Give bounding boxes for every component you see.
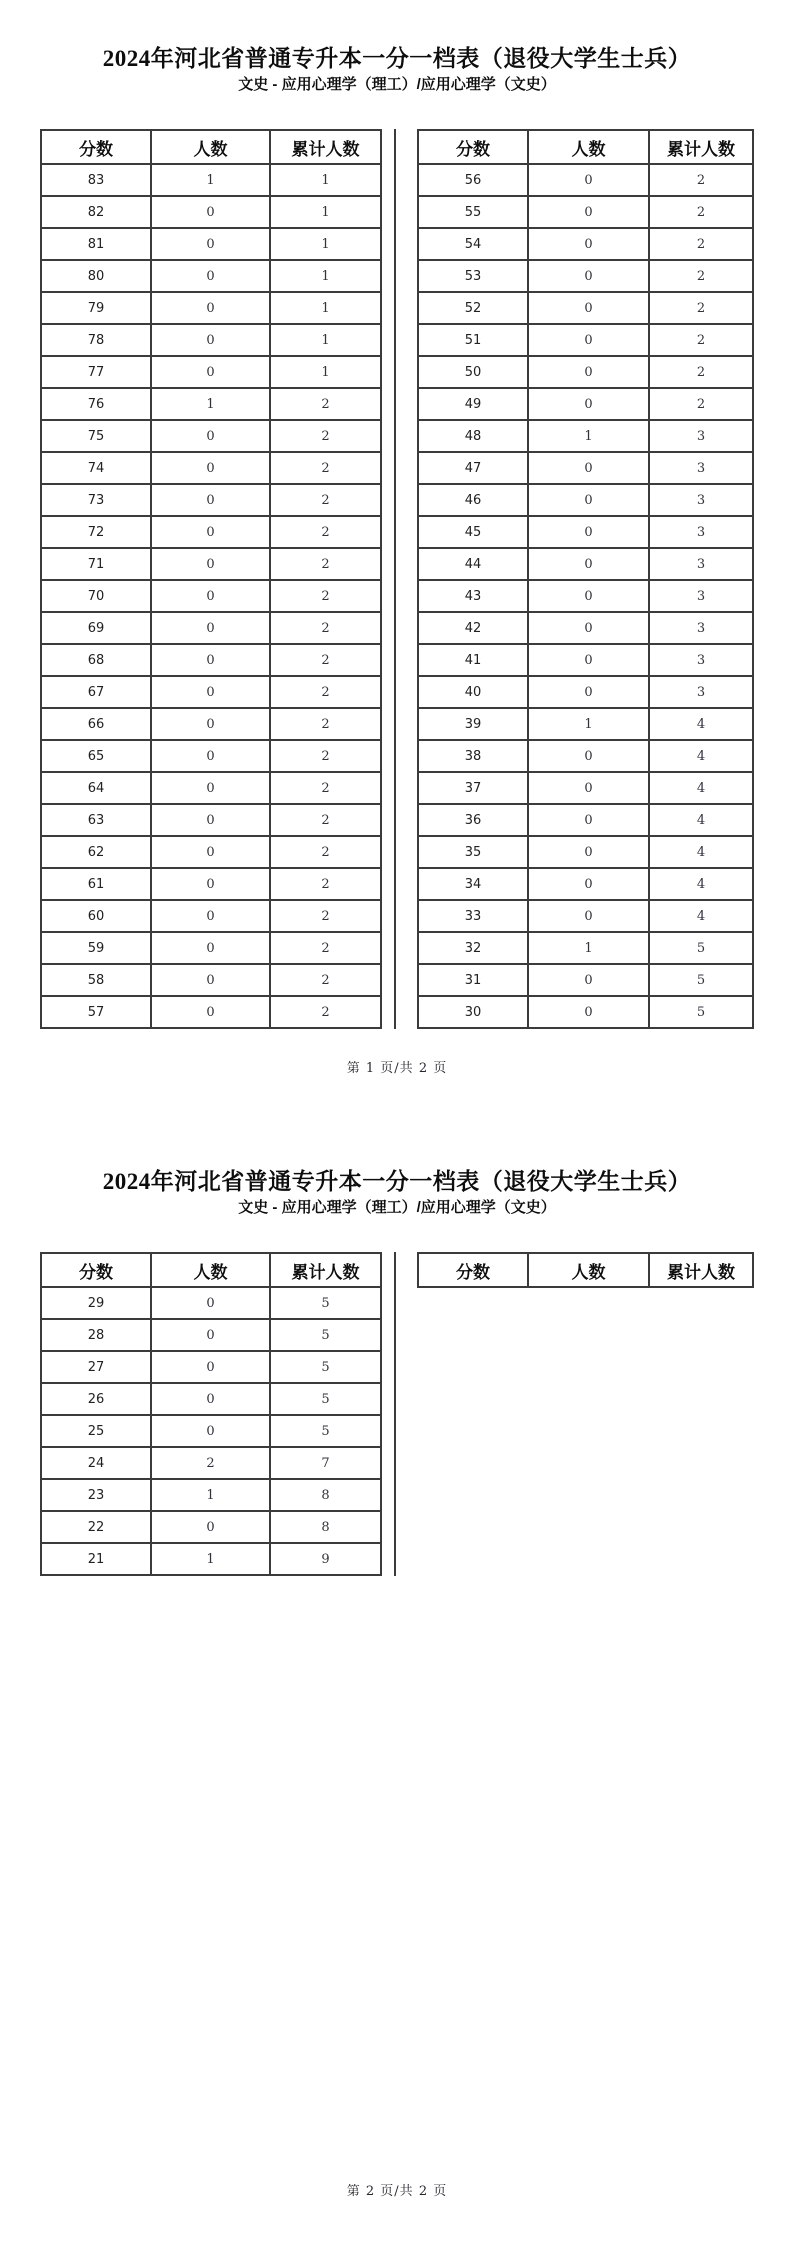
table-row [41,420,381,452]
cumulative-count-cell: 2 [270,484,381,516]
count-cell: 0 [151,1383,270,1415]
score-cell: 59 [41,932,151,964]
count-cell: 0 [151,740,270,772]
table-row [41,644,381,676]
score-cell: 69 [41,612,151,644]
count-cell: 0 [151,612,270,644]
cumulative-count-cell: 3 [649,420,753,452]
score-cell: 27 [41,1351,151,1383]
table-separator-line [394,129,396,1029]
cumulative-count-cell: 2 [270,644,381,676]
table-row [418,932,753,964]
score-cell: 31 [418,964,528,996]
table-row [41,1319,381,1351]
count-cell: 0 [528,260,649,292]
column-header: 分数 [41,1253,151,1287]
cumulative-count-cell: 3 [649,484,753,516]
score-table-left [40,129,382,1029]
header-row [41,1253,381,1287]
score-cell: 82 [41,196,151,228]
score-cell: 65 [41,740,151,772]
table-row [418,612,753,644]
table-row [41,292,381,324]
count-cell: 0 [528,644,649,676]
score-cell: 61 [41,868,151,900]
table-row [418,228,753,260]
score-cell: 50 [418,356,528,388]
count-cell: 0 [151,964,270,996]
score-cell: 63 [41,804,151,836]
table-row [41,836,381,868]
cumulative-count-cell: 3 [649,580,753,612]
column-header: 分数 [418,130,528,164]
cumulative-count-cell: 2 [270,996,381,1028]
score-cell: 25 [41,1415,151,1447]
table-row [41,900,381,932]
cumulative-count-cell: 2 [649,164,753,196]
score-cell: 36 [418,804,528,836]
score-table-right [417,129,754,1029]
table-row [41,164,381,196]
cumulative-count-cell: 4 [649,836,753,868]
cumulative-count-cell: 2 [270,740,381,772]
score-cell: 57 [41,996,151,1028]
cumulative-count-cell: 2 [270,388,381,420]
count-cell: 0 [151,1351,270,1383]
score-cell: 41 [418,644,528,676]
table-row [41,932,381,964]
table-row [418,804,753,836]
score-cell: 26 [41,1383,151,1415]
score-cell: 78 [41,324,151,356]
page-subtitle: 文史 - 应用心理学（理工）/应用心理学（文史） [238,1199,556,1216]
score-cell: 80 [41,260,151,292]
page-title: 2024年河北省普通专升本一分一档表（退役大学生士兵） [102,1169,692,1194]
cumulative-count-cell: 8 [270,1511,381,1543]
score-cell: 24 [41,1447,151,1479]
page-number-footer: 第 1 页/共 2 页 [346,1061,448,1076]
cumulative-count-cell: 7 [270,1447,381,1479]
cumulative-count-cell: 2 [270,772,381,804]
table-row [418,516,753,548]
score-table-left [40,1252,382,1576]
table-row [418,644,753,676]
score-cell: 77 [41,356,151,388]
table-row [418,676,753,708]
count-cell: 0 [528,292,649,324]
score-cell: 75 [41,420,151,452]
table-row [41,1511,381,1543]
table-row [418,548,753,580]
count-cell: 0 [151,836,270,868]
score-cell: 29 [41,1287,151,1319]
cumulative-count-cell: 8 [270,1479,381,1511]
table-row [41,1479,381,1511]
cumulative-count-cell: 2 [270,580,381,612]
table-row [41,804,381,836]
table-row [418,356,753,388]
table-row [41,740,381,772]
cumulative-count-cell: 1 [270,196,381,228]
count-cell: 0 [528,772,649,804]
cumulative-count-cell: 2 [649,356,753,388]
table-row [41,996,381,1028]
count-cell: 0 [151,772,270,804]
cumulative-count-cell: 2 [649,292,753,324]
cumulative-count-cell: 3 [649,452,753,484]
score-cell: 33 [418,900,528,932]
table-row [418,580,753,612]
score-cell: 62 [41,836,151,868]
column-header: 累计人数 [649,1253,753,1287]
cumulative-count-cell: 3 [649,516,753,548]
cumulative-count-cell: 2 [649,260,753,292]
cumulative-count-cell: 2 [649,196,753,228]
count-cell: 1 [528,708,649,740]
score-cell: 54 [418,228,528,260]
score-table-right [417,1252,754,1288]
score-cell: 32 [418,932,528,964]
table-row [41,516,381,548]
count-cell: 0 [151,452,270,484]
cumulative-count-cell: 2 [649,388,753,420]
cumulative-count-cell: 1 [270,228,381,260]
cumulative-count-cell: 3 [649,548,753,580]
column-header: 累计人数 [649,130,753,164]
count-cell: 0 [151,932,270,964]
score-cell: 47 [418,452,528,484]
column-header: 累计人数 [270,130,381,164]
count-cell: 0 [528,388,649,420]
table-row [41,708,381,740]
count-cell: 0 [151,356,270,388]
cumulative-count-cell: 4 [649,804,753,836]
table-row [41,452,381,484]
count-cell: 0 [528,548,649,580]
column-header: 分数 [41,130,151,164]
cumulative-count-cell: 5 [649,964,753,996]
table-row [418,900,753,932]
count-cell: 0 [528,484,649,516]
score-cell: 72 [41,516,151,548]
count-cell: 0 [528,228,649,260]
count-cell: 1 [528,420,649,452]
count-cell: 0 [151,260,270,292]
tables-row [40,1252,754,1576]
table-row [41,964,381,996]
table-row [41,676,381,708]
table-row [41,1447,381,1479]
count-cell: 0 [528,164,649,196]
count-cell: 0 [528,356,649,388]
score-cell: 51 [418,324,528,356]
cumulative-count-cell: 5 [270,1287,381,1319]
cumulative-count-cell: 5 [270,1351,381,1383]
count-cell: 0 [151,644,270,676]
score-cell: 53 [418,260,528,292]
count-cell: 0 [151,580,270,612]
count-cell: 0 [528,516,649,548]
count-cell: 0 [151,548,270,580]
cumulative-count-cell: 2 [270,932,381,964]
count-cell: 1 [528,932,649,964]
page-number-footer: 第 2 页/共 2 页 [346,2184,448,2199]
cumulative-count-cell: 2 [270,708,381,740]
table-row [41,1351,381,1383]
column-header: 分数 [418,1253,528,1287]
table-row [41,612,381,644]
document-page-2 [0,1123,794,2246]
table-row [418,708,753,740]
count-cell: 0 [528,868,649,900]
score-cell: 55 [418,196,528,228]
score-cell: 66 [41,708,151,740]
table-row [418,196,753,228]
count-cell: 0 [151,516,270,548]
cumulative-count-cell: 2 [270,804,381,836]
score-cell: 58 [41,964,151,996]
count-cell: 0 [151,804,270,836]
cumulative-count-cell: 2 [649,228,753,260]
cumulative-count-cell: 2 [270,900,381,932]
count-cell: 0 [151,420,270,452]
score-cell: 28 [41,1319,151,1351]
count-cell: 0 [151,292,270,324]
count-cell: 1 [151,1479,270,1511]
count-cell: 0 [151,996,270,1028]
count-cell: 0 [528,452,649,484]
cumulative-count-cell: 2 [649,324,753,356]
count-cell: 0 [151,1511,270,1543]
cumulative-count-cell: 1 [270,260,381,292]
table-row [41,548,381,580]
cumulative-count-cell: 2 [270,964,381,996]
score-cell: 35 [418,836,528,868]
cumulative-count-cell: 2 [270,420,381,452]
score-cell: 49 [418,388,528,420]
table-row [41,324,381,356]
cumulative-count-cell: 3 [649,676,753,708]
table-row [41,484,381,516]
score-cell: 48 [418,420,528,452]
count-cell: 0 [528,612,649,644]
score-cell: 38 [418,740,528,772]
cumulative-count-cell: 2 [270,516,381,548]
count-cell: 0 [528,324,649,356]
score-cell: 73 [41,484,151,516]
table-row [418,292,753,324]
header-row [41,130,381,164]
cumulative-count-cell: 2 [270,836,381,868]
cumulative-count-cell: 4 [649,740,753,772]
count-cell: 0 [528,676,649,708]
table-row [418,452,753,484]
column-header: 人数 [528,1253,649,1287]
cumulative-count-cell: 9 [270,1543,381,1575]
cumulative-count-cell: 2 [270,612,381,644]
table-row [41,1383,381,1415]
count-cell: 0 [151,484,270,516]
score-cell: 74 [41,452,151,484]
score-cell: 76 [41,388,151,420]
score-cell: 42 [418,612,528,644]
score-cell: 71 [41,548,151,580]
table-row [418,740,753,772]
cumulative-count-cell: 5 [270,1319,381,1351]
score-cell: 43 [418,580,528,612]
cumulative-count-cell: 3 [649,612,753,644]
cumulative-count-cell: 1 [270,356,381,388]
cumulative-count-cell: 5 [270,1415,381,1447]
cumulative-count-cell: 1 [270,324,381,356]
score-cell: 52 [418,292,528,324]
table-row [41,1543,381,1575]
cumulative-count-cell: 4 [649,868,753,900]
table-row [418,164,753,196]
count-cell: 1 [151,164,270,196]
count-cell: 0 [151,1319,270,1351]
count-cell: 0 [528,996,649,1028]
table-row [418,996,753,1028]
table-row [41,772,381,804]
cumulative-count-cell: 1 [270,164,381,196]
score-cell: 39 [418,708,528,740]
score-cell: 81 [41,228,151,260]
cumulative-count-cell: 2 [270,452,381,484]
score-cell: 56 [418,164,528,196]
table-row [41,580,381,612]
count-cell: 0 [151,228,270,260]
count-cell: 0 [528,580,649,612]
cumulative-count-cell: 4 [649,708,753,740]
count-cell: 0 [151,708,270,740]
table-row [418,868,753,900]
table-row [41,388,381,420]
table-row [418,836,753,868]
score-cell: 34 [418,868,528,900]
header-row [418,1253,753,1287]
score-cell: 30 [418,996,528,1028]
score-cell: 22 [41,1511,151,1543]
count-cell: 0 [151,1415,270,1447]
score-cell: 70 [41,580,151,612]
count-cell: 2 [151,1447,270,1479]
table-row [418,260,753,292]
count-cell: 0 [528,740,649,772]
count-cell: 0 [528,836,649,868]
table-row [41,196,381,228]
count-cell: 0 [528,900,649,932]
table-row [418,388,753,420]
count-cell: 1 [151,1543,270,1575]
count-cell: 0 [528,964,649,996]
table-row [41,356,381,388]
table-row [418,324,753,356]
score-cell: 79 [41,292,151,324]
table-row [41,1287,381,1319]
score-cell: 44 [418,548,528,580]
count-cell: 0 [528,804,649,836]
table-row [41,260,381,292]
score-cell: 83 [41,164,151,196]
score-cell: 45 [418,516,528,548]
table-row [418,772,753,804]
column-header: 人数 [528,130,649,164]
table-separator-line [394,1252,396,1576]
count-cell: 0 [151,868,270,900]
cumulative-count-cell: 3 [649,644,753,676]
cumulative-count-cell: 5 [649,932,753,964]
cumulative-count-cell: 4 [649,900,753,932]
header-row [418,130,753,164]
score-cell: 64 [41,772,151,804]
score-cell: 40 [418,676,528,708]
cumulative-count-cell: 4 [649,772,753,804]
score-cell: 67 [41,676,151,708]
count-cell: 0 [151,900,270,932]
table-row [41,868,381,900]
score-cell: 23 [41,1479,151,1511]
column-header: 人数 [151,130,270,164]
count-cell: 0 [151,324,270,356]
count-cell: 0 [151,676,270,708]
count-cell: 0 [151,1287,270,1319]
cumulative-count-cell: 2 [270,868,381,900]
table-row [418,964,753,996]
score-cell: 21 [41,1543,151,1575]
table-row [41,228,381,260]
table-row [418,420,753,452]
page-title: 2024年河北省普通专升本一分一档表（退役大学生士兵） [102,46,692,71]
cumulative-count-cell: 1 [270,292,381,324]
tables-row [40,129,754,1029]
table-row [41,1415,381,1447]
score-cell: 37 [418,772,528,804]
cumulative-count-cell: 2 [270,548,381,580]
table-row [418,484,753,516]
cumulative-count-cell: 5 [649,996,753,1028]
count-cell: 1 [151,388,270,420]
count-cell: 0 [528,196,649,228]
column-header: 累计人数 [270,1253,381,1287]
score-cell: 46 [418,484,528,516]
page-subtitle: 文史 - 应用心理学（理工）/应用心理学（文史） [238,76,556,93]
column-header: 人数 [151,1253,270,1287]
score-cell: 60 [41,900,151,932]
score-cell: 68 [41,644,151,676]
count-cell: 0 [151,196,270,228]
cumulative-count-cell: 5 [270,1383,381,1415]
cumulative-count-cell: 2 [270,676,381,708]
